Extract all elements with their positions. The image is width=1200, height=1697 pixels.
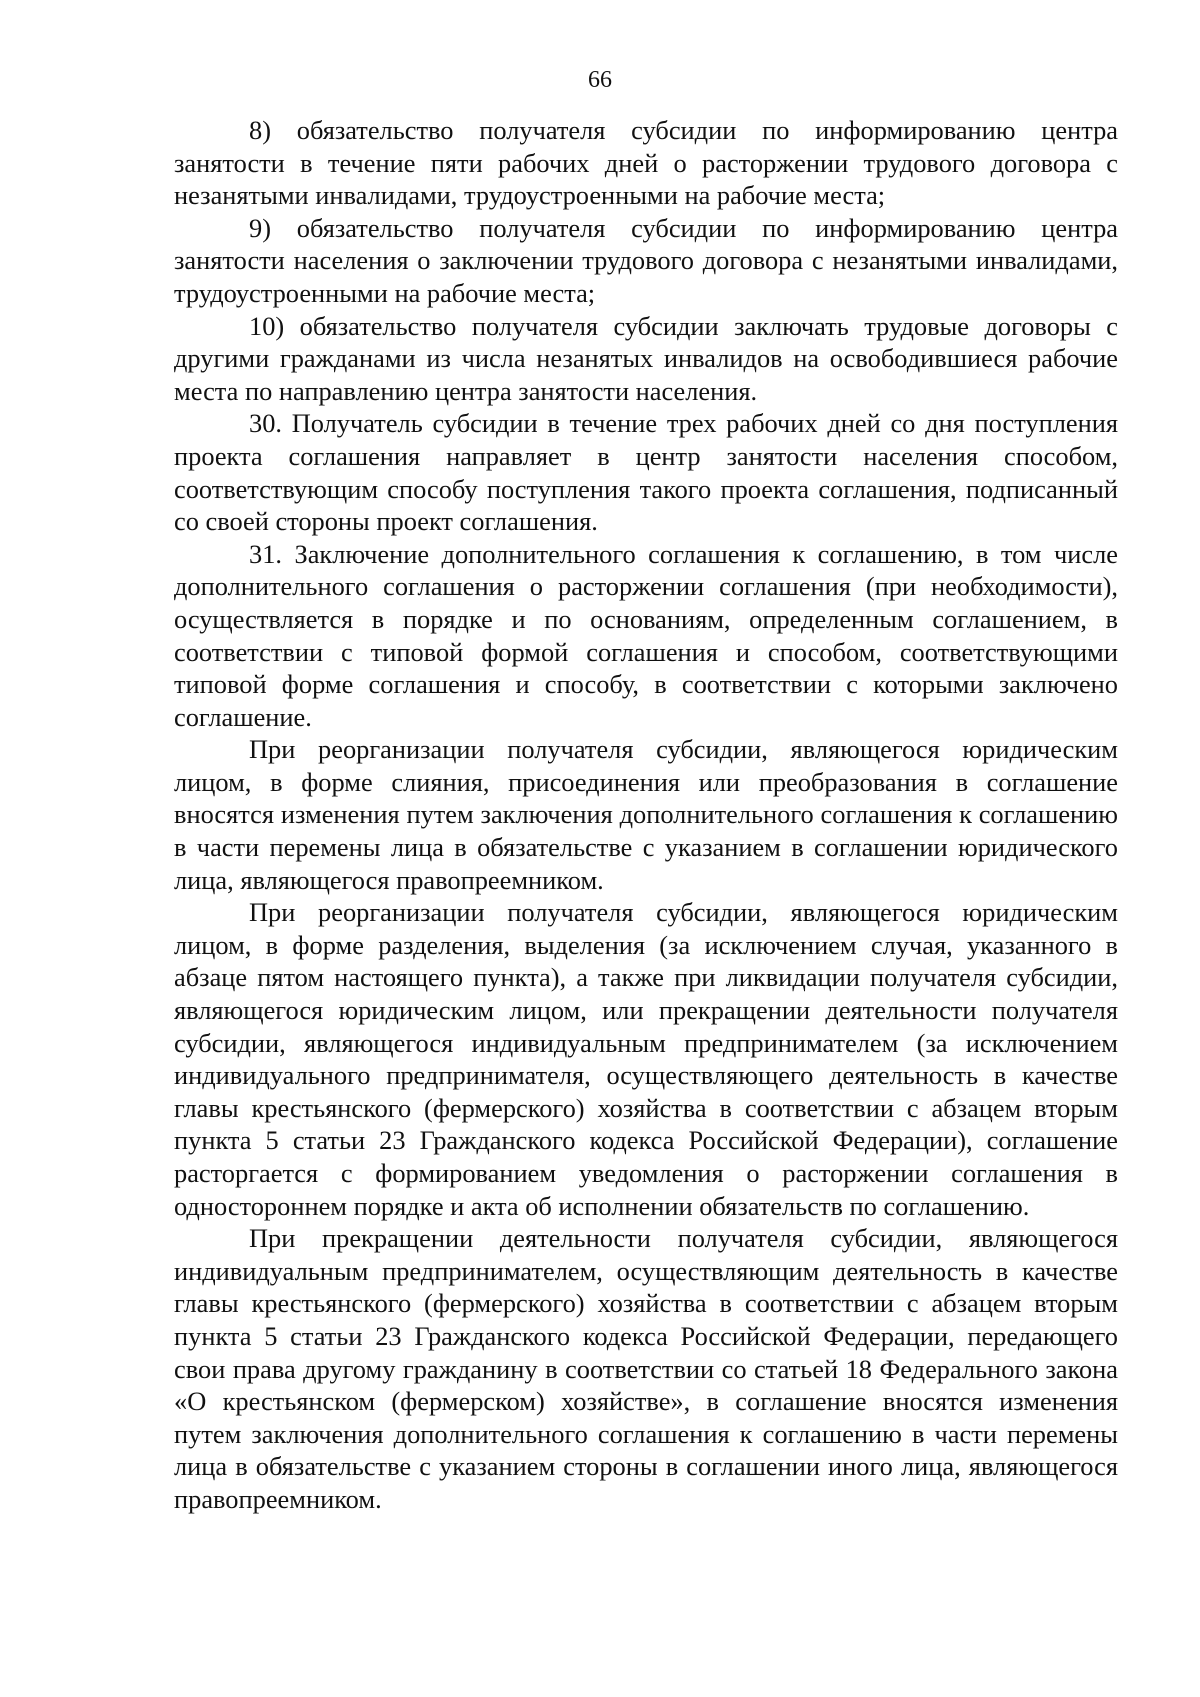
paragraph-termination-entrepreneur: При прекращении деятельности получателя субсидии, являющегося индивидуальным предпринимателем, осуществляющим деятельность в качестве главы крестьянского (фермерского) хозяйства в соответствии с абзацем вторым пункта 5 статьи 23 Гражданского кодекса Российской Федерации, передающего свои права другому гражданину в соответствии со статьей 18 Федерального закона «О крестьянском (фермерском) хозяйстве», в соглашение вносятся изменения путем заключения дополнительного соглашения к соглашению в части перемены лица в обязательстве с указанием стороны в соглашении иного лица, являющегося правопреемником. [174,1223,1118,1514]
page-number: 66 [588,67,612,93]
paragraph-clause-31: 31. Заключение дополнительного соглашения к соглашению, в том числе дополнительного соглашения о расторжении соглашения (при необходимости), осуществляется в порядке и по основаниям, определенным соглашением, в соответствии с типовой формой соглашения и способом, соответствующими типовой форме соглашения и способу, в соответствии с которыми заключено соглашение. [174,538,1118,732]
paragraph-reorganization-merger: При реорганизации получателя субсидии, являющегося юридическим лицом, в форме слияния, присоединения или преобразования в соглашение вносятся изменения путем заключения дополнительного соглашения к соглашению в части перемены лица в обязательстве с указанием в соглашении юридического лица, являющегося правопреемником. [174,734,1118,895]
paragraph-item-8: 8) обязательство получателя субсидии по информированию центра занятости в течение пяти рабочих дней о расторжении трудового договора с незанятыми инвалидами, трудоустроенными на рабочие места; [174,115,1118,211]
paragraph-item-10: 10) обязательство получателя субсидии заключать трудовые договоры с другими гражданами из числа незанятых инвалидов на освободившиеся рабочие места по направлению центра занятости населения. [174,310,1118,406]
document-body [174,114,1118,1516]
paragraph-item-9: 9) обязательство получателя субсидии по информированию центра занятости населения о заключении трудового договора с незанятыми инвалидами, трудоустроенными на рабочие места; [174,212,1118,308]
paragraph-clause-30: 30. Получатель субсидии в течение трех рабочих дней со дня поступления проекта соглашения направляет в центр занятости населения способом, соответствующим способу поступления такого проекта соглашения, подписанный со своей стороны проект соглашения. [174,408,1118,537]
paragraph-reorganization-division: При реорганизации получателя субсидии, являющегося юридическим лицом, в форме разделения, выделения (за исключением случая, указанного в абзаце пятом настоящего пункта), а также при ликвидации получателя субсидии, являющегося юридическим лицом, или прекращении деятельности получателя субсидии, являющегося индивидуальным предпринимателем (за исключением индивидуального предпринимателя, осуществляющего деятельность в качестве главы крестьянского (фермерского) хозяйства в соответствии с абзацем вторым пункта 5 статьи 23 Гражданского кодекса Российской Федерации), соглашение расторгается с формированием уведомления о расторжении соглашения в одностороннем порядке и акта об исполнении обязательств по соглашению. [174,897,1118,1221]
